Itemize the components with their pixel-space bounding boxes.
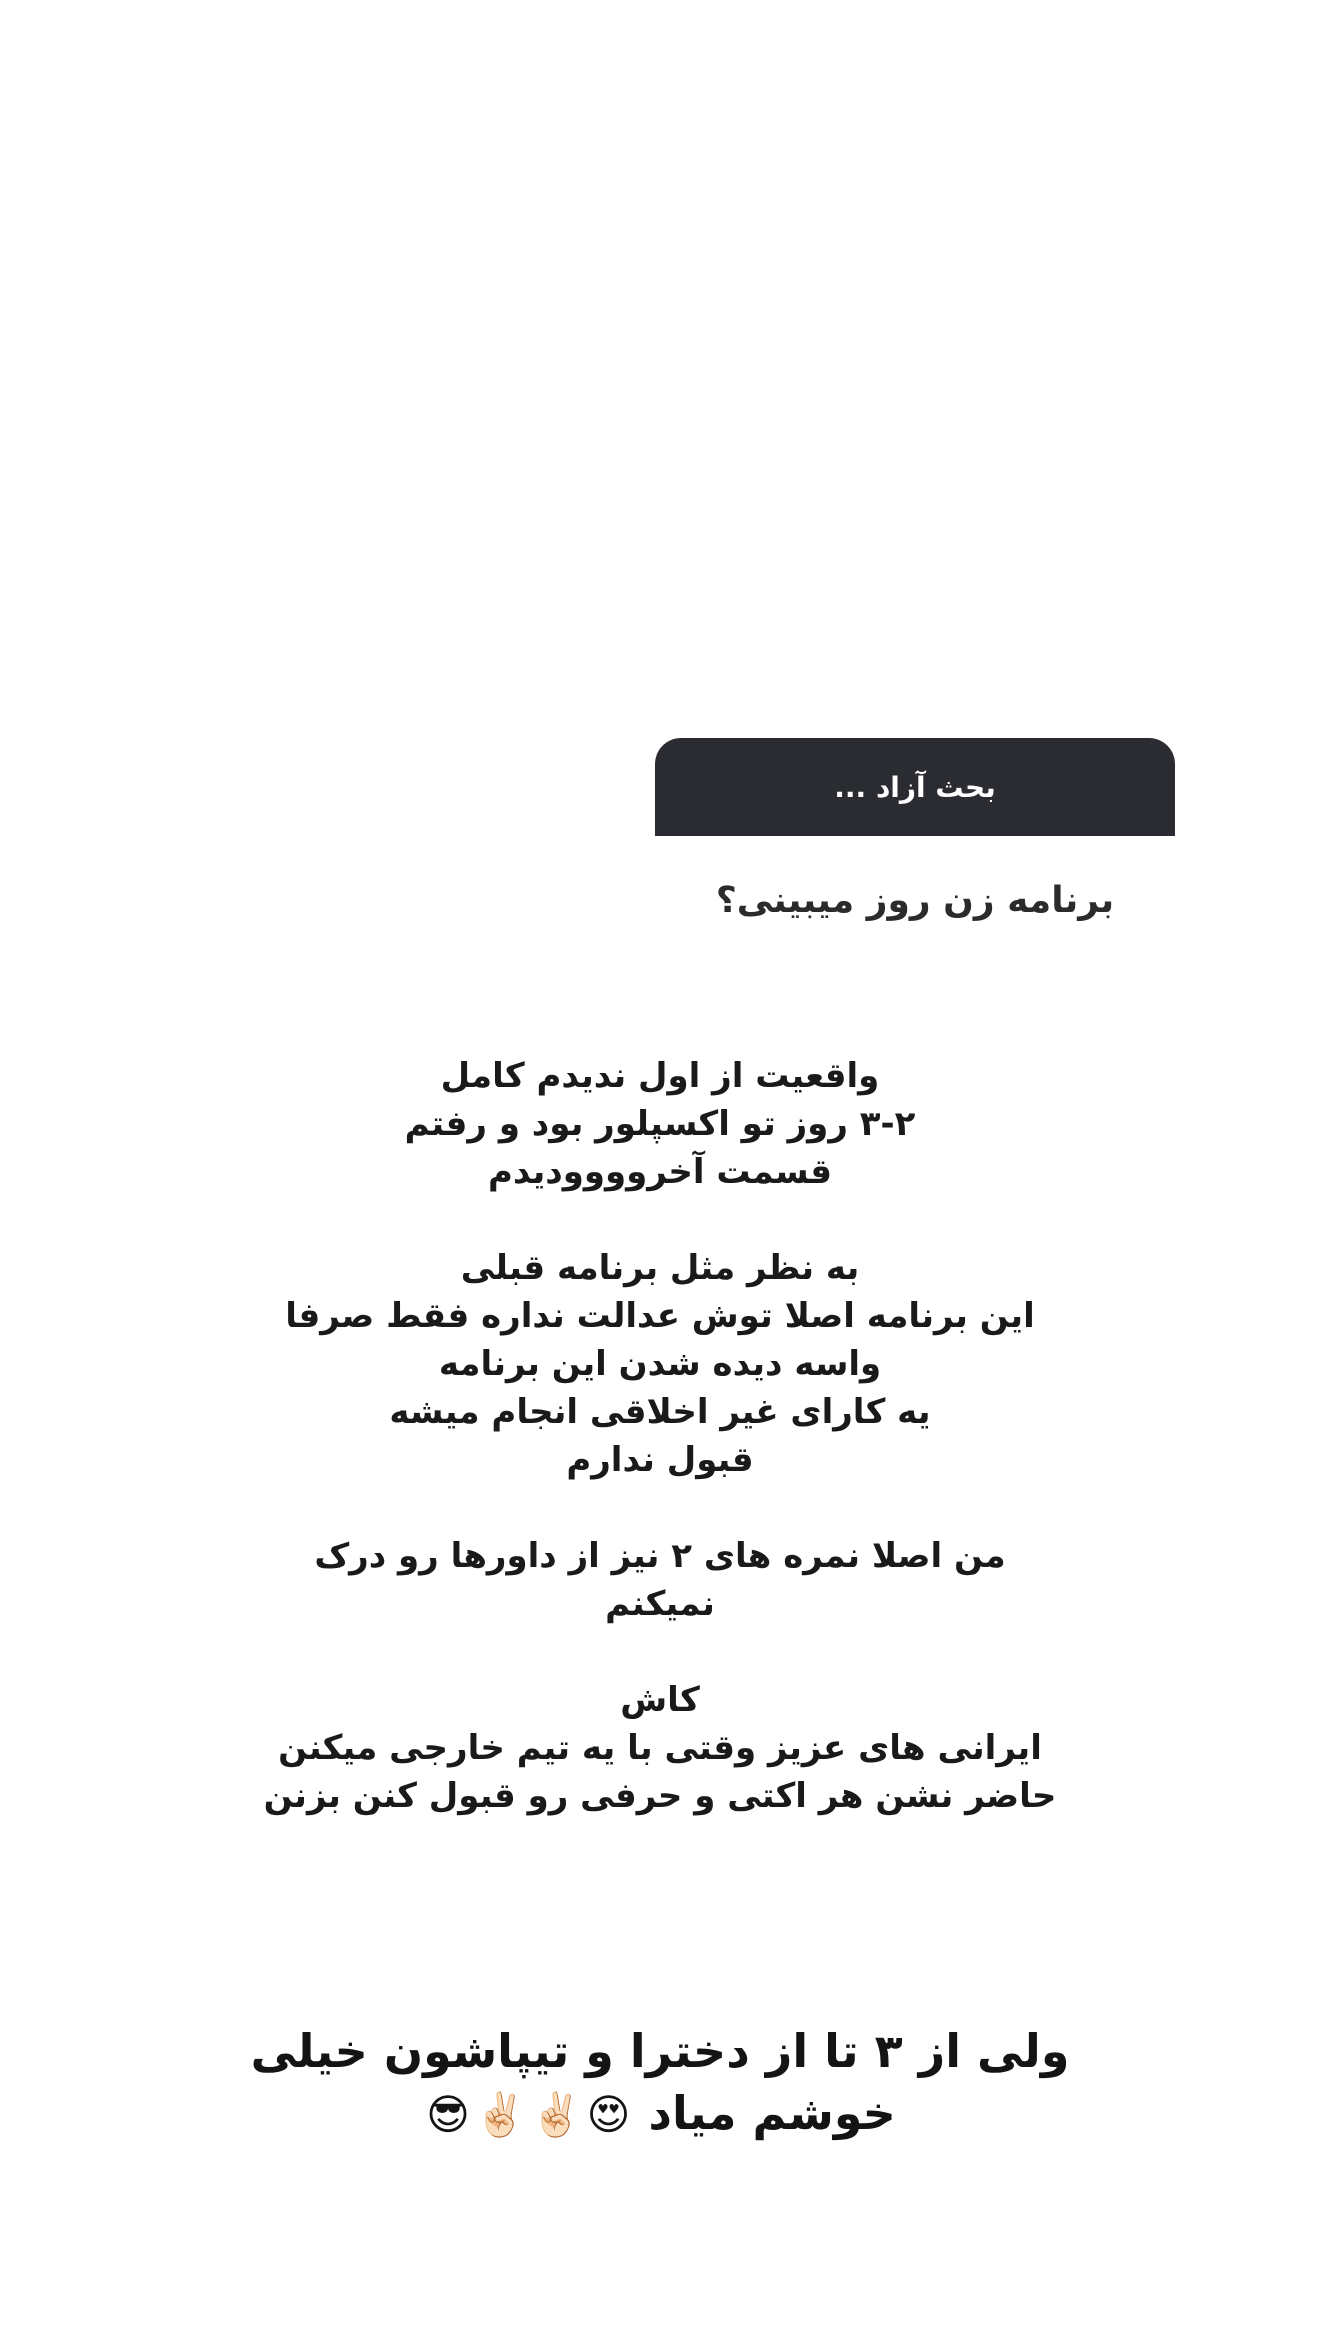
victory-hand-emoji-icon: ✌🏻 bbox=[530, 2090, 583, 2139]
question-sticker-title: بحث آزاد ... bbox=[834, 770, 996, 804]
question-text: برنامه زن روز میبینی؟ bbox=[715, 880, 1115, 921]
answer-line: ۳-۲ روز تو اکسپلور بود و رفتم bbox=[404, 1104, 916, 1144]
closing-text bbox=[180, 2020, 1140, 2146]
answer-line: قبول ندارم bbox=[566, 1440, 754, 1480]
closing-line-2 bbox=[180, 2082, 1140, 2146]
question-sticker-header bbox=[655, 738, 1175, 836]
answer-paragraph bbox=[180, 1532, 1140, 1628]
answer-line: واقعیت از اول ندیدم کامل bbox=[440, 1056, 880, 1096]
answer-line: یه کارای غیر اخلاقی انجام میشه bbox=[389, 1392, 931, 1432]
victory-hand-emoji-icon: ✌🏻 bbox=[473, 2090, 527, 2139]
answer-line: قسمت آخروووودیدم bbox=[487, 1152, 833, 1192]
closing-line-2-text: خوشم میاد bbox=[648, 2086, 896, 2140]
answer-paragraph bbox=[180, 1052, 1140, 1196]
answer-line: واسه دیده شدن این برنامه bbox=[438, 1344, 882, 1384]
answer-line: من اصلا نمره های ۲ نیز از داورها رو درک bbox=[314, 1536, 1006, 1576]
answer-paragraph bbox=[180, 1244, 1140, 1484]
answer-paragraph bbox=[180, 1676, 1140, 1820]
answer-line: نمیکنم bbox=[605, 1584, 715, 1624]
answer-line: حاضر نشن هر اکتی و حرفی رو قبول کنن بزنن bbox=[263, 1776, 1057, 1816]
answer-text bbox=[180, 1052, 1140, 1868]
heart-eyes-emoji-icon: 😍 bbox=[586, 2090, 631, 2139]
closing-line-1: ولی از ۳ تا از دخترا و تیپاشون خیلی bbox=[250, 2024, 1070, 2078]
sunglasses-emoji-icon: 😎 bbox=[426, 2090, 470, 2139]
answer-line: ایرانی های عزیز وقتی با یه تیم خارجی میکنن bbox=[278, 1728, 1042, 1768]
answer-line: این برنامه اصلا توش عدالت نداره فقط صرفا bbox=[285, 1296, 1035, 1336]
answer-line: به نظر مثل برنامه قبلی bbox=[460, 1248, 860, 1288]
answer-line: کاش bbox=[620, 1680, 700, 1720]
